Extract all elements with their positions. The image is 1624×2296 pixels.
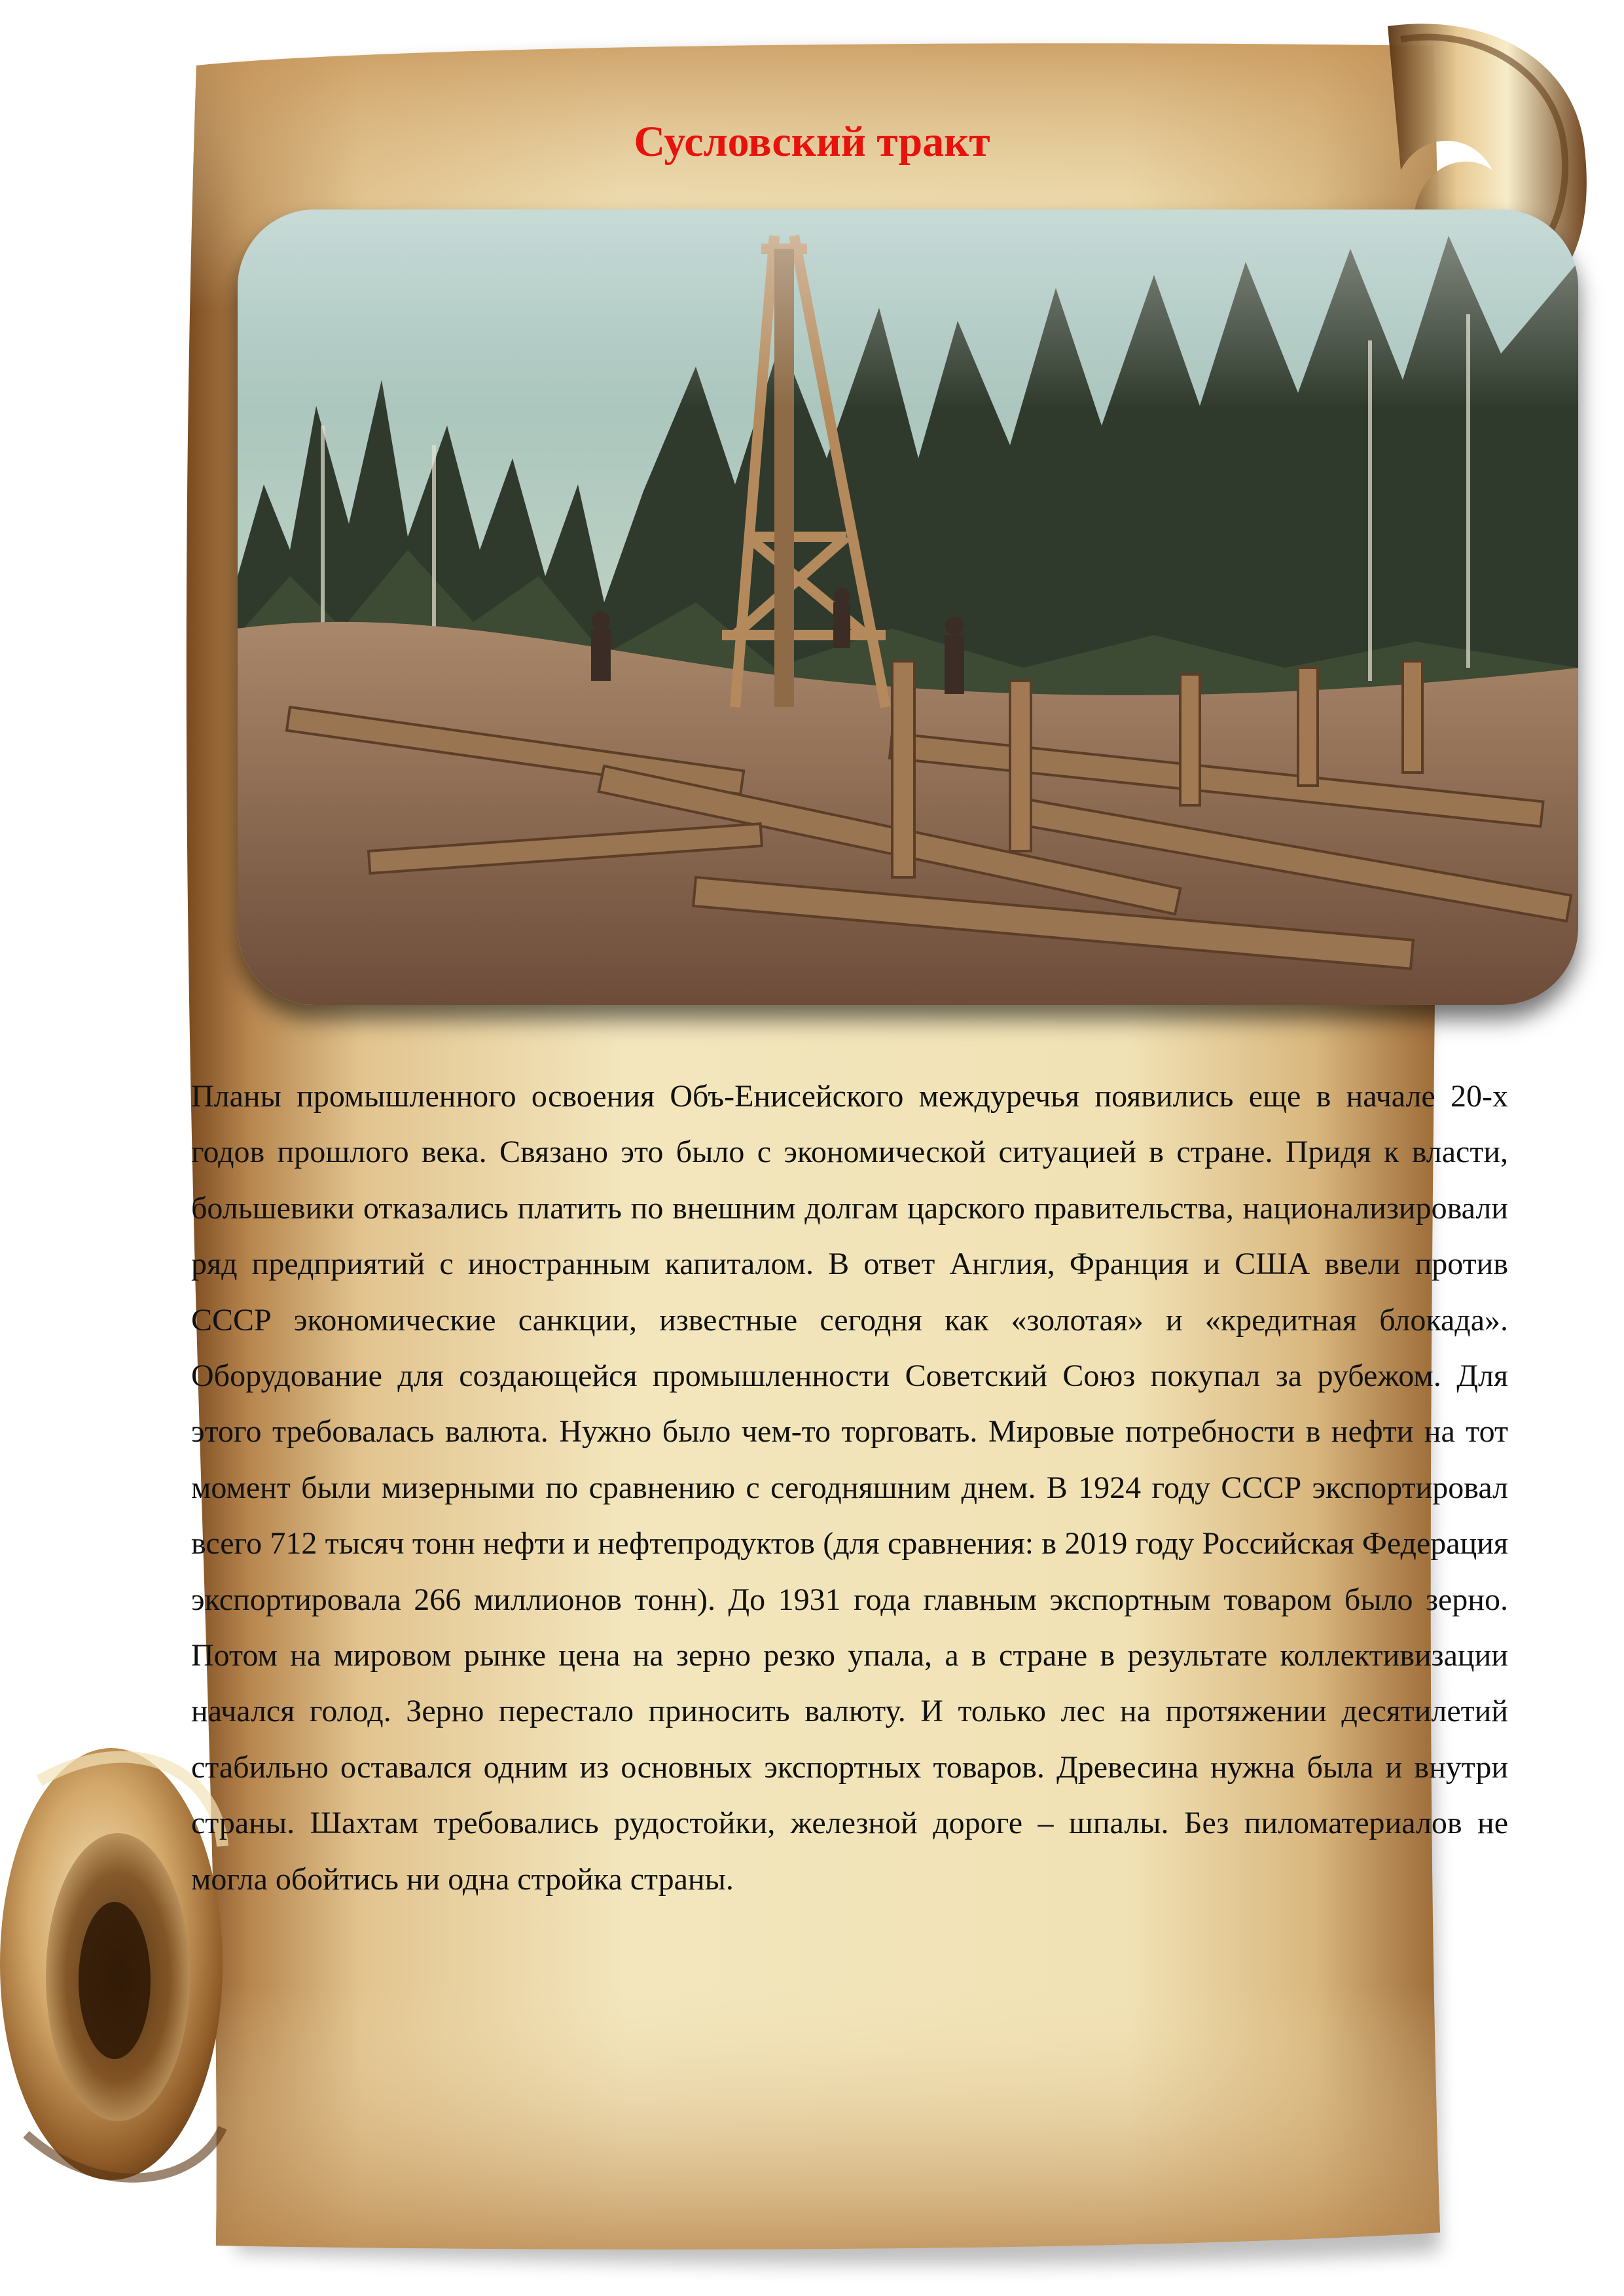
historic-drilling-rig-photo <box>238 210 1578 1005</box>
article-paragraph: Планы промышленного освоения Объ-Енисейского междуречья появились еще в начале 20-х годов прошлого века. Связано это было с экономической ситуацией в стране. Придя к власти, большевики отказались платить по внешним долгам царского правительства, национализировали ряд предприятий с иностранным капиталом. В ответ Англия, Франция и США ввели против СССР экономические санкции, известные сегодня как «золотая» и «кредитная блокада». Оборудование для создающейся промышленности Советский Союз покупал за рубежом. Для этого требовалась валюта. Нужно было чем-то торговать. Мировые потребности в нефти на тот момент были мизерными по сравнению с сегодняшним днем. В 1924 году СССР экспортировал всего 712 тысяч тонн нефти и нефтепродуктов (для сравнения: в 2019 году Российская Федерация экспортировала 266 миллионов тонн). До 1931 года главным экспортным товаром было зерно. Потом на мировом рынке цена на зерно резко упала, а в стране в результате коллективизации начался голод. Зерно перестало приносить валюту. И только лес на протяжении десятилетий стабильно оставался одним из основных экспортных товаров. Древесина нужна была и внутри страны. Шахтам требовались рудостойки, железной дороге – шпалы. Без пиломатериалов не могла обойтись ни одна стройка страны. <box>191 1079 1508 1897</box>
page-title: Сусловский тракт <box>634 118 990 166</box>
